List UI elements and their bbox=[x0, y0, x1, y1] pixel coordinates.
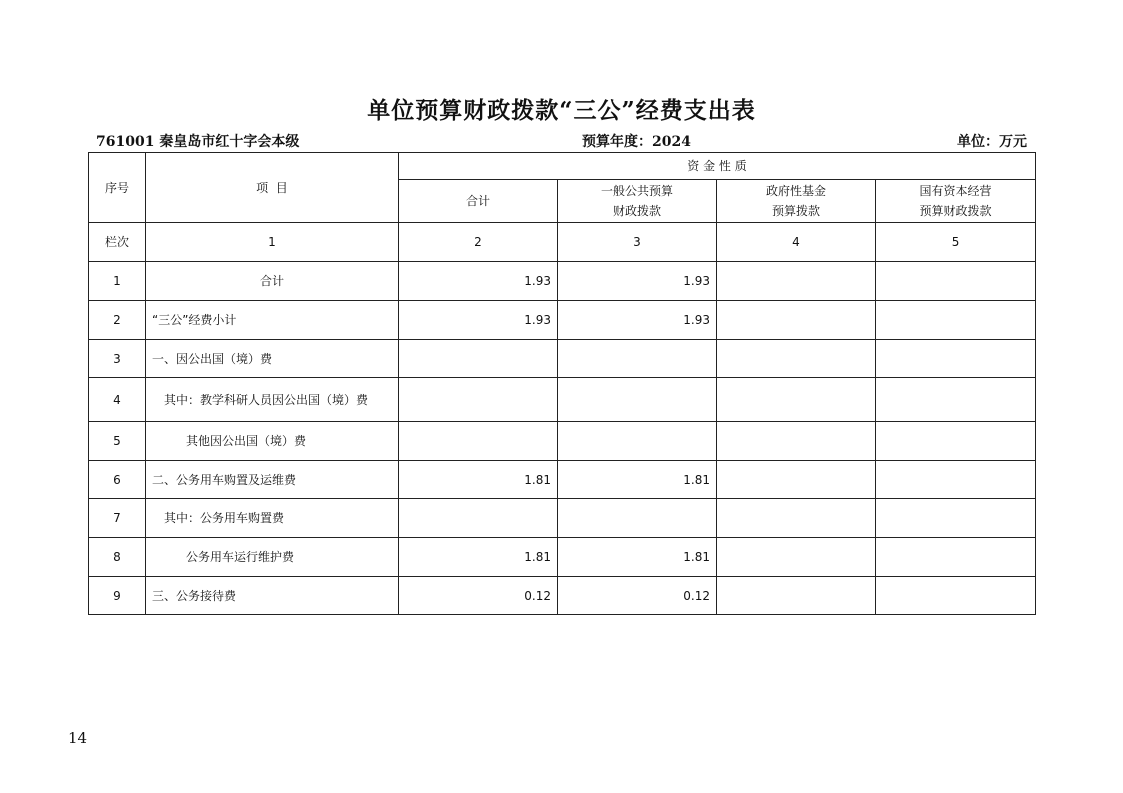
unit-label: 单位：万元 bbox=[957, 134, 1027, 150]
column-index-cell: 2 bbox=[399, 223, 558, 262]
table-row bbox=[89, 301, 1036, 340]
row-seq: 9 bbox=[89, 577, 146, 615]
row-seq: 7 bbox=[89, 499, 146, 538]
row-state bbox=[876, 499, 1036, 538]
row-state bbox=[876, 538, 1036, 577]
header-gov-fund-line2: 预算拨款 bbox=[771, 204, 820, 218]
row-seq: 6 bbox=[89, 461, 146, 499]
row-general: 1.93 bbox=[558, 301, 717, 340]
row-state bbox=[876, 262, 1036, 301]
row-item: 三、公务接待费 bbox=[146, 577, 399, 615]
table-row bbox=[89, 378, 1036, 422]
row-general bbox=[558, 422, 717, 461]
row-total: 1.93 bbox=[399, 262, 558, 301]
row-general bbox=[558, 499, 717, 538]
column-index-row bbox=[89, 223, 1036, 262]
row-total bbox=[399, 499, 558, 538]
row-general: 1.93 bbox=[558, 262, 717, 301]
column-index-cell: 4 bbox=[717, 223, 876, 262]
row-gov bbox=[717, 301, 876, 340]
column-index-cell: 1 bbox=[146, 223, 399, 262]
row-gov bbox=[717, 499, 876, 538]
header-general-budget-line1: 一般公共预算 bbox=[600, 184, 673, 198]
row-general: 1.81 bbox=[558, 461, 717, 499]
row-general: 0.12 bbox=[558, 577, 717, 615]
header-state-capital bbox=[876, 180, 1036, 223]
row-total bbox=[399, 340, 558, 378]
row-total: 1.81 bbox=[399, 461, 558, 499]
header-gov-fund-line1: 政府性基金 bbox=[765, 184, 826, 198]
page-number: 14 bbox=[68, 729, 88, 747]
row-gov bbox=[717, 538, 876, 577]
row-gov bbox=[717, 422, 876, 461]
budget-table bbox=[88, 152, 1036, 615]
table-row bbox=[89, 538, 1036, 577]
header-state-capital-line1: 国有资本经营 bbox=[919, 184, 992, 198]
table-row bbox=[89, 499, 1036, 538]
row-gov bbox=[717, 461, 876, 499]
row-seq: 1 bbox=[89, 262, 146, 301]
header-gov-fund bbox=[717, 180, 876, 223]
row-gov bbox=[717, 262, 876, 301]
unit-info: 761001 秦皇岛市红十字会本级 bbox=[96, 134, 300, 150]
table-row bbox=[89, 340, 1036, 378]
row-state bbox=[876, 461, 1036, 499]
row-seq: 3 bbox=[89, 340, 146, 378]
row-gov bbox=[717, 340, 876, 378]
row-general bbox=[558, 340, 717, 378]
row-item: 其中：公务用车购置费 bbox=[146, 499, 399, 538]
row-gov bbox=[717, 378, 876, 422]
row-item: 合计 bbox=[146, 262, 399, 301]
row-item: 公务用车运行维护费 bbox=[146, 538, 399, 577]
column-index-cell: 3 bbox=[558, 223, 717, 262]
table-row bbox=[89, 262, 1036, 301]
row-state bbox=[876, 577, 1036, 615]
row-seq: 2 bbox=[89, 301, 146, 340]
row-item: 二、公务用车购置及运维费 bbox=[146, 461, 399, 499]
header-state-capital-line2: 预算财政拨款 bbox=[919, 204, 992, 218]
row-state bbox=[876, 378, 1036, 422]
table-row bbox=[89, 461, 1036, 499]
row-item: 一、因公出国（境）费 bbox=[146, 340, 399, 378]
header-total: 合计 bbox=[399, 180, 558, 223]
budget-year: 预算年度：2024 bbox=[582, 134, 691, 150]
table-row bbox=[89, 422, 1036, 461]
row-total: 1.81 bbox=[399, 538, 558, 577]
row-state bbox=[876, 301, 1036, 340]
header-item: 项 目 bbox=[146, 153, 399, 223]
header-fund-nature: 资 金 性 质 bbox=[399, 153, 1036, 180]
row-total: 1.93 bbox=[399, 301, 558, 340]
row-seq: 5 bbox=[89, 422, 146, 461]
row-total: 0.12 bbox=[399, 577, 558, 615]
row-seq: 8 bbox=[89, 538, 146, 577]
column-index-cell: 5 bbox=[876, 223, 1036, 262]
row-item: “三公”经费小计 bbox=[146, 301, 399, 340]
row-state bbox=[876, 340, 1036, 378]
header-general-budget bbox=[558, 180, 717, 223]
row-seq: 4 bbox=[89, 378, 146, 422]
table-row bbox=[89, 577, 1036, 615]
page-title: 单位预算财政拨款“三公”经费支出表 bbox=[367, 97, 756, 124]
row-total bbox=[399, 378, 558, 422]
row-total bbox=[399, 422, 558, 461]
row-item: 其他因公出国（境）费 bbox=[146, 422, 399, 461]
column-index-cell: 栏次 bbox=[89, 223, 146, 262]
header-seq: 序号 bbox=[89, 153, 146, 223]
row-item: 其中：教学科研人员因公出国（境）费 bbox=[146, 378, 399, 422]
header-general-budget-line2: 财政拨款 bbox=[612, 204, 661, 218]
row-gov bbox=[717, 577, 876, 615]
row-general bbox=[558, 378, 717, 422]
row-general: 1.81 bbox=[558, 538, 717, 577]
row-state bbox=[876, 422, 1036, 461]
